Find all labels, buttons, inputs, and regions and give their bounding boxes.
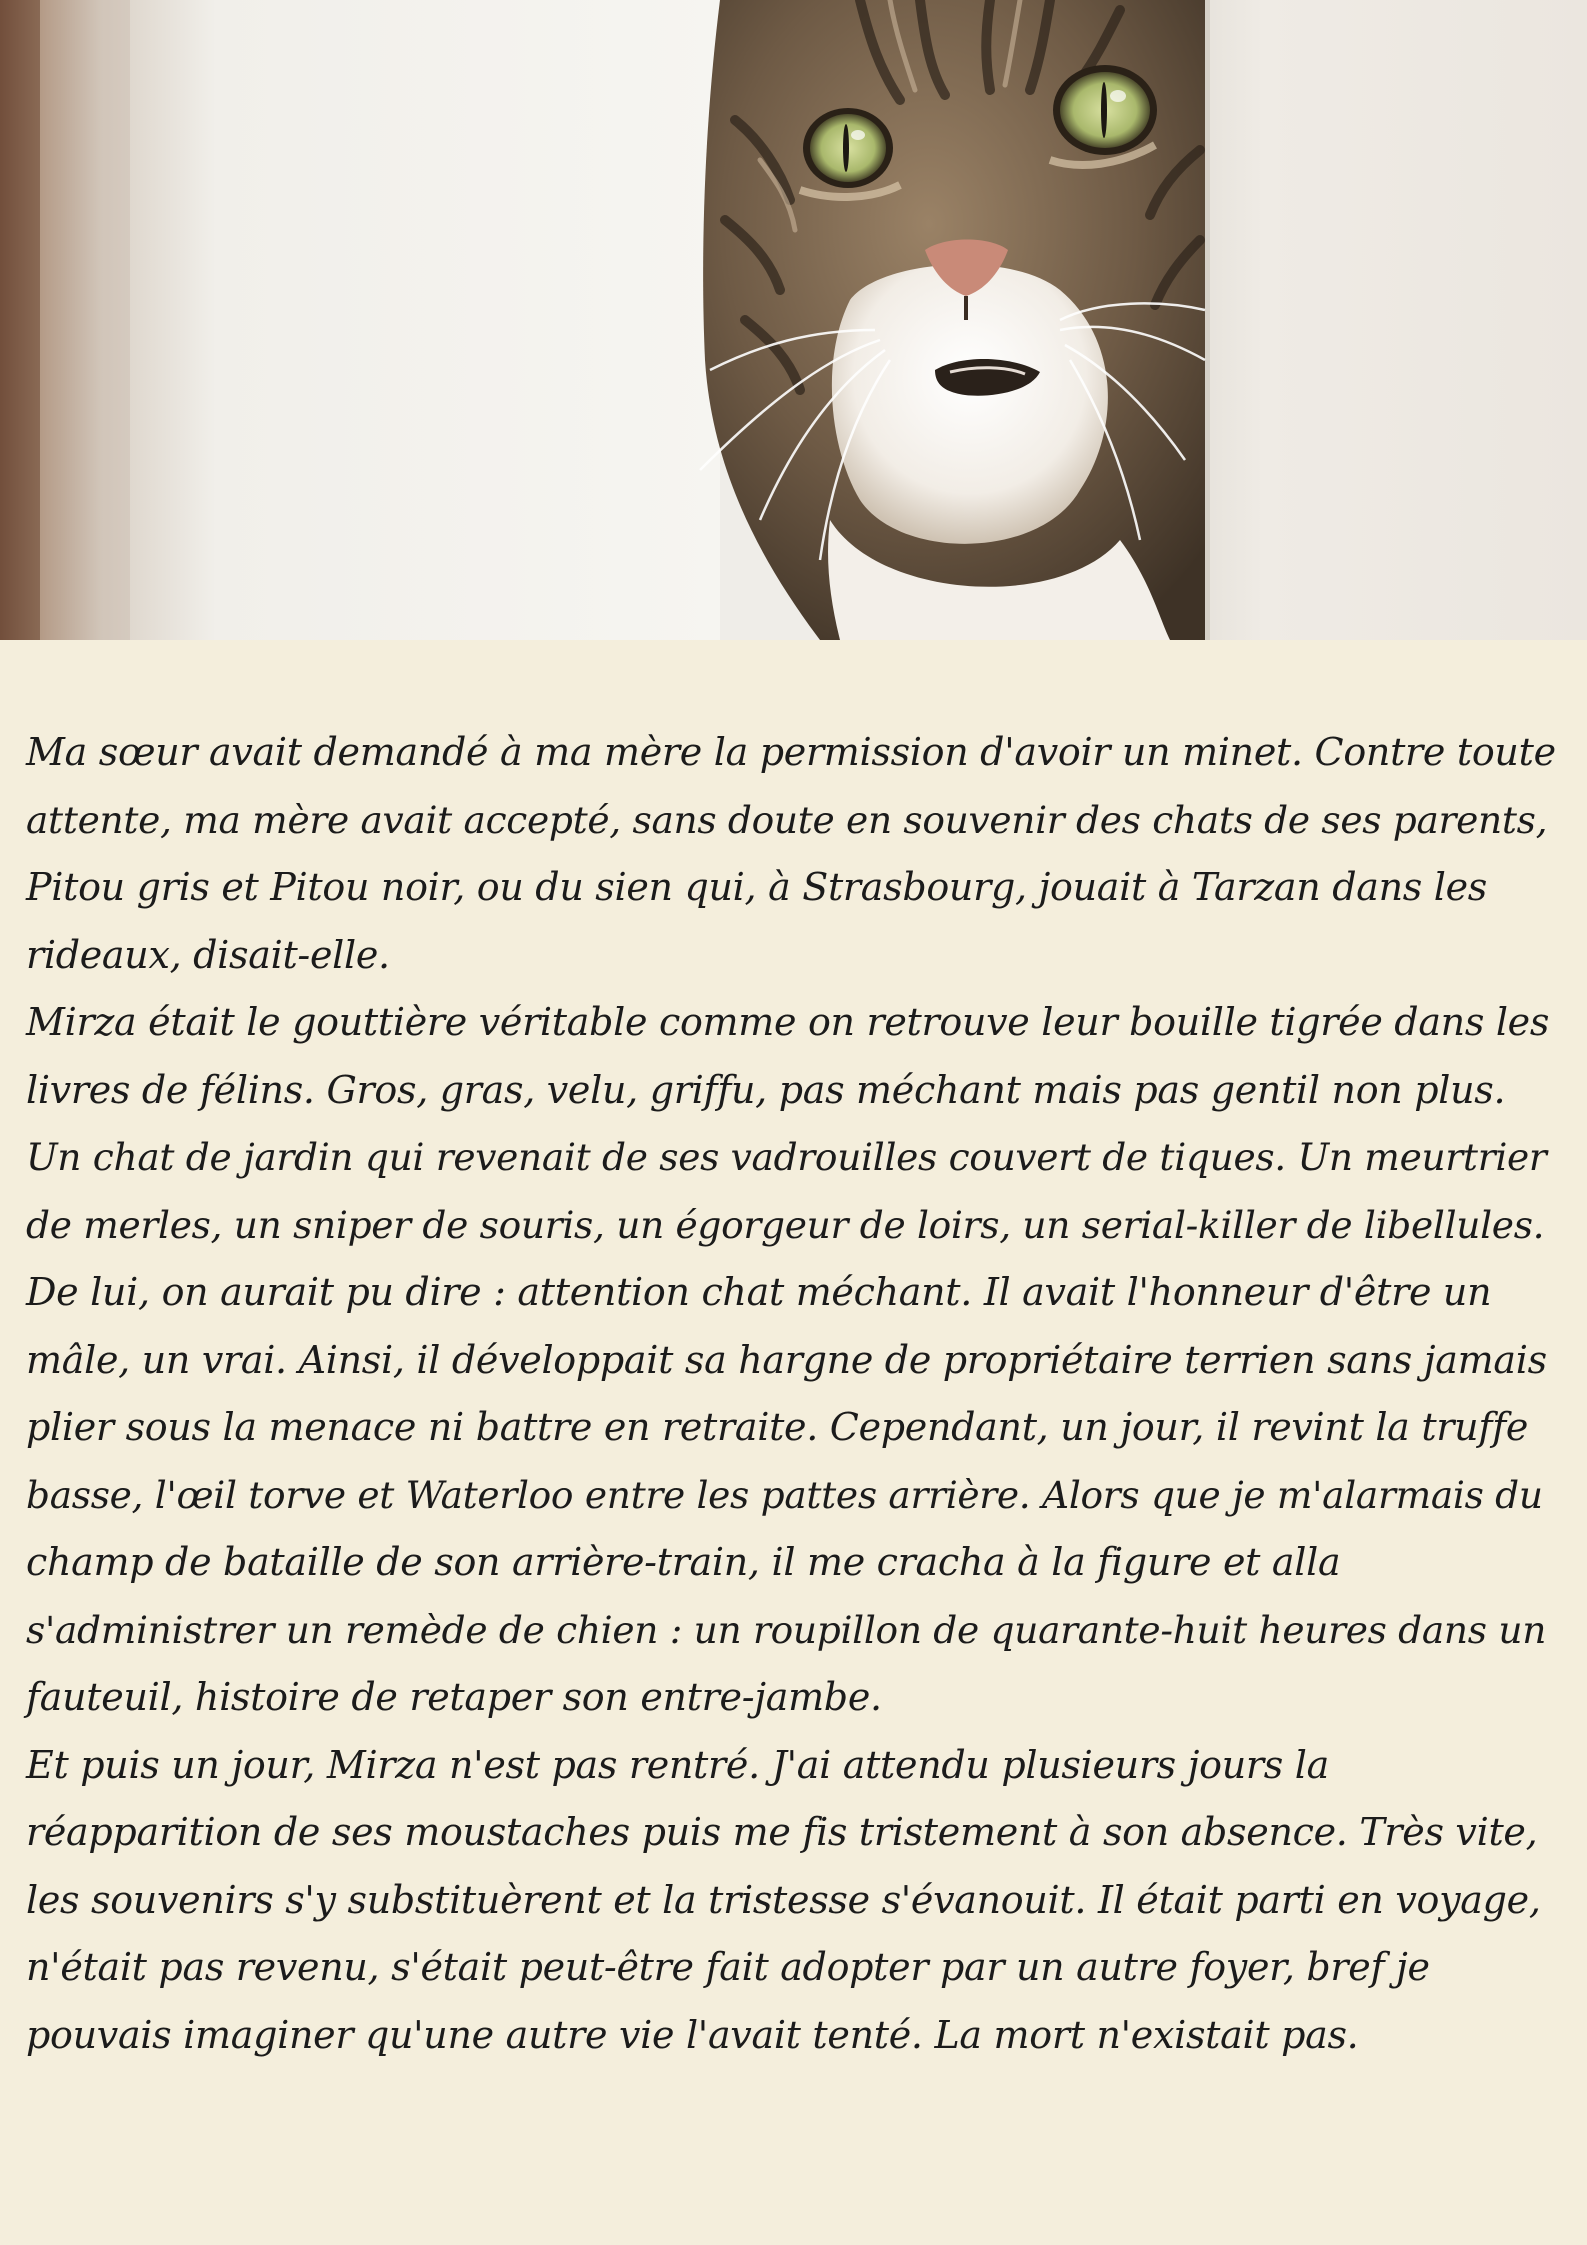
story-line: mâle, un vrai. Ainsi, il développait sa hargne de propriétaire terrien sans jamais bbox=[26, 1337, 1547, 1382]
story-line: De lui, on aurait pu dire : attention chat méchant. Il avait l'honneur d'être un bbox=[26, 1270, 1492, 1314]
story-line: s'administrer un remède de chien : un roupillon de quarante-huit heures dans un bbox=[26, 1607, 1547, 1652]
story-line: champ de bataille de son arrière-train, il me cracha à la figure et alla bbox=[26, 1540, 1341, 1584]
story-line: Et puis un jour, Mirza n'est pas rentré. J'ai attendu plusieurs jours la bbox=[26, 1742, 1329, 1787]
story-line: fauteuil, histoire de retaper son entre-jambe. bbox=[26, 1675, 882, 1719]
story-text bbox=[26, 719, 1561, 2069]
story-line: Mirza était le gouttière véritable comme on retrouve leur bouille tigrée dans les bbox=[26, 1000, 1550, 1044]
story-line: Ma sœur avait demandé à ma mère la permission d'avoir un minet. Contre toute bbox=[26, 730, 1556, 774]
story-line: rideaux, disait-elle. bbox=[26, 932, 390, 977]
story-line: pouvais imaginer qu'une autre vie l'avait tenté. La mort n'existait pas. bbox=[26, 2012, 1359, 2057]
story-line: attente, ma mère avait accepté, sans doute en souvenir des chats de ses parents, bbox=[26, 797, 1548, 842]
story-line: les souvenirs s'y substituèrent et la tristesse s'évanouit. Il était parti en voyage, bbox=[26, 1877, 1541, 1922]
story-line: basse, l'œil torve et Waterloo entre les pattes arrière. Alors que je m'alarmais du bbox=[26, 1472, 1543, 1517]
story-line: Pitou gris et Pitou noir, ou du sien qui, à Strasbourg, jouait à Tarzan dans les bbox=[26, 865, 1488, 909]
cat-photo bbox=[0, 0, 1587, 640]
story-line: Un chat de jardin qui revenait de ses vadrouilles couvert de tiques. Un meurtrier bbox=[26, 1135, 1547, 1179]
cat-peeking-illustration bbox=[0, 0, 1587, 640]
story-line: réapparition de ses moustaches puis me fis tristement à son absence. Très vite, bbox=[26, 1810, 1538, 1854]
story-line: de merles, un sniper de souris, un égorgeur de loirs, un serial-killer de libellules. bbox=[26, 1202, 1545, 1247]
story-line: n'était pas revenu, s'était peut-être fait adopter par un autre foyer, bref je bbox=[26, 1945, 1430, 1989]
story-line: plier sous la menace ni battre en retraite. Cependant, un jour, il revint la truffe bbox=[26, 1405, 1529, 1449]
story-line: livres de félins. Gros, gras, velu, griffu, pas méchant mais pas gentil non plus. bbox=[26, 1067, 1506, 1112]
